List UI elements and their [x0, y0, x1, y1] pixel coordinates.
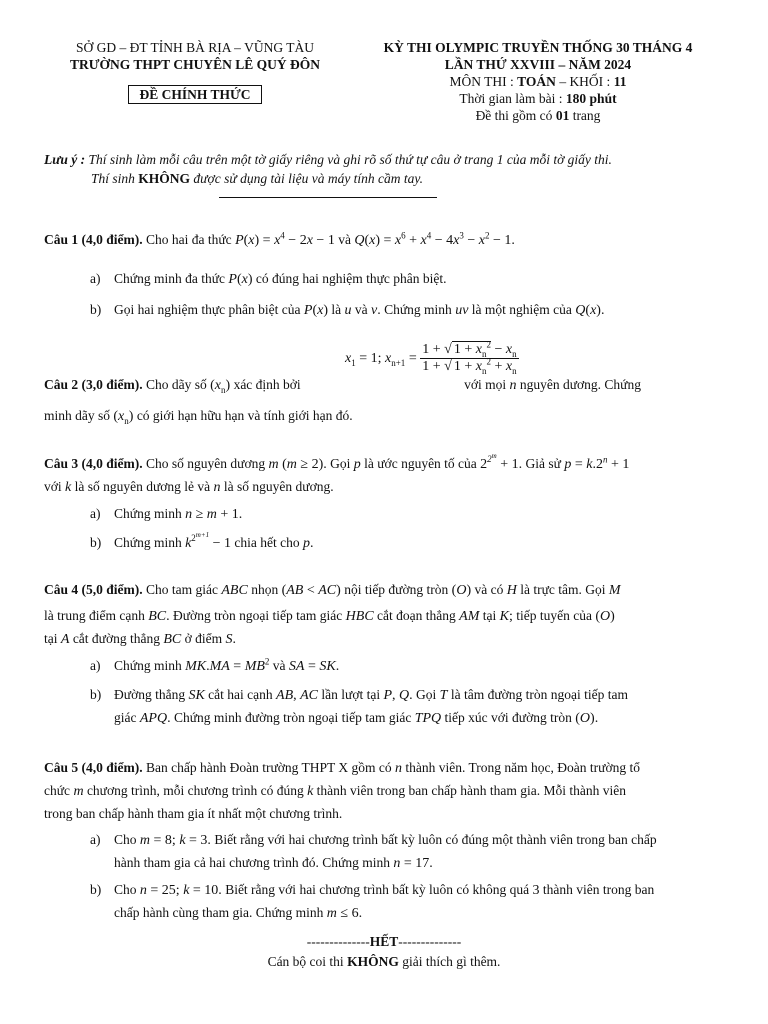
subject-prefix: MÔN THI : [449, 74, 518, 89]
q4-b-label: b) [90, 687, 102, 702]
q1-formula-p: $P(x) = x^4 - 2x - 1$ [235, 230, 335, 248]
department-name: SỞ GD – ĐT TỈNH BÀ RỊA – VŨNG TÀU [76, 40, 314, 55]
q5-b-result: m ≤ 6. [326, 906, 363, 921]
q4-l2c: cắt đoạn thẳng [373, 608, 460, 623]
q3-line2b: là số nguyên dương lẻ và [71, 479, 214, 494]
q1-b-text3: và [351, 302, 372, 317]
q1-a-text1: Chứng minh đa thức [114, 271, 229, 286]
q4-o: (O) [451, 583, 472, 598]
question-1 [44, 229, 728, 322]
q3-b-text2: chia hết cho [230, 535, 303, 550]
q4-hbc: HBC [345, 609, 374, 624]
q3-title: Câu 3 (4,0 điểm). [44, 456, 143, 471]
q4-t5: là trực tâm. Gọi [516, 582, 609, 597]
q4-l2d: tại [479, 608, 500, 623]
q3-fermat: $2^{2^m} + 1$. [480, 452, 523, 472]
q5-part-a [68, 829, 728, 875]
q4-b-text5: là tâm đường tròn ngoại tiếp tam [447, 687, 628, 702]
q5-a-l2a: hành tham gia cả hai chương trình đó. Chứng minh [114, 855, 394, 870]
q4-b-apq: APQ. [139, 711, 171, 726]
exam-title: KỲ THI OLYMPIC TRUYỀN THỐNG 30 THÁNG 4 [383, 40, 693, 55]
q1-a-px: P(x) [228, 272, 253, 287]
q5-b-label: b) [90, 882, 102, 897]
end-dash-right: -------------- [398, 934, 462, 949]
q2-t3: với mọi [460, 377, 510, 392]
q1-a-label: a) [90, 271, 101, 286]
q3-a-formula: n ≥ m + 1. [185, 507, 243, 522]
q3-b-label: b) [90, 535, 102, 550]
end-word: HẾT [369, 934, 399, 949]
official-stamp: ĐỀ CHÍNH THỨC [128, 85, 261, 104]
q5-title: Câu 5 (4,0 điểm). [44, 760, 143, 775]
q3-b-formula: $k^{2^{m+1}} - 1$ [185, 531, 231, 551]
q4-l3b: cắt đường thẳng [69, 631, 164, 646]
q4-a-f2: SA = SK. [288, 659, 340, 674]
q3-line-1 [44, 453, 728, 476]
q1-b-text4: Chứng minh [380, 302, 456, 317]
exam-edition: LẦN THỨ XXVIII – NĂM 2024 [444, 57, 632, 72]
q3-t1: Cho số nguyên dương [142, 456, 269, 471]
grade-prefix: – KHỐI : [555, 74, 614, 89]
q4-am: AM [459, 609, 480, 624]
q3-t4: Giả sử [522, 456, 565, 471]
q1-a-text2: có đúng hai nghiệm thực phân biệt. [252, 271, 447, 286]
subject-line [352, 73, 724, 90]
q5-l2a: chức [44, 783, 74, 798]
q4-b-text3: lần lượt tại [318, 687, 384, 702]
q1-b-text1: Gọi hai nghiệm thực phân biệt của [114, 302, 304, 317]
q2-seq-2: $(x_n)$ [113, 409, 134, 426]
q5-a-result: n = 17. [393, 856, 433, 871]
q4-title: Câu 4 (5,0 điểm). [44, 582, 143, 597]
q4-b-l2b: Chứng minh đường tròn ngoại tiếp tam giác [170, 710, 415, 725]
q4-l3c: ở điểm [181, 631, 226, 646]
q5-line-3: trong ban chấp hành tham gia ít nhất một chương trình. [44, 806, 343, 821]
end-marker [0, 932, 768, 952]
q4-b-text4: Gọi [412, 687, 440, 702]
q4-h: H [506, 583, 517, 598]
q4-l2a: là trung điểm cạnh [44, 608, 149, 623]
q3-line-2 [44, 476, 728, 499]
pages-suffix: trang [569, 108, 601, 123]
q3-b-p: p. [302, 536, 314, 551]
q2-line-2 [44, 405, 728, 428]
note-text-2c: được sử dụng tài liệu và máy tính cầm tay. [190, 171, 424, 186]
q4-b-sk: SK [188, 688, 205, 703]
q5-a-label: a) [90, 832, 101, 847]
q4-part-a [68, 655, 728, 678]
time-prefix: Thời gian làm bài : [459, 91, 566, 106]
proctor-note [0, 952, 768, 972]
q3-part-a [68, 503, 728, 526]
q1-b-text5: là một nghiệm của [468, 302, 576, 317]
q4-bc: BC. [148, 609, 170, 624]
q5-b-params: n = 25; k = 10. [139, 883, 222, 898]
q4-b-l2a: giác [114, 710, 140, 725]
q5-k: k [307, 784, 314, 799]
q4-b-sides: AB, AC [276, 688, 319, 703]
divider-line [219, 197, 437, 198]
q1-b-text2: là [328, 302, 345, 317]
proctor-note-b: KHÔNG [347, 954, 399, 969]
q4-b-o: (O). [575, 711, 599, 726]
q4-line-1 [44, 579, 728, 602]
time-value: 180 phút [565, 91, 617, 106]
subject: TOÁN [517, 74, 556, 89]
time-line [352, 90, 724, 107]
note-line-1 [44, 150, 734, 169]
pages-line [352, 107, 724, 124]
q5-l2c: thành viên trong ban chấp hành tham gia. Mỗi thành viên [313, 783, 626, 798]
proctor-note-c: giải thích gì thêm. [398, 954, 501, 969]
pages-prefix: Đề thi gồm có [475, 108, 556, 123]
q4-l2b: Đường tròn ngoại tiếp tam giác [169, 608, 346, 623]
question-2 [44, 374, 728, 428]
q4-b-tpq: TPQ [414, 711, 442, 726]
q1-b-qx: Q(x). [575, 303, 605, 318]
q2-n: n [509, 378, 517, 393]
q4-t3: nội tiếp đường tròn [340, 582, 452, 597]
q3-t2: Gọi [326, 456, 354, 471]
q5-line-2 [44, 780, 728, 803]
q1-b-px: P(x) [303, 303, 329, 318]
q5-b-l2a: chấp hành cùng tham gia. Chứng minh [114, 905, 327, 920]
q4-cond: (AB < AC) [281, 583, 341, 598]
q5-a-text1: Cho [114, 832, 140, 847]
question-4 [44, 579, 728, 730]
pages-count: 01 [555, 108, 570, 123]
q3-t3: là ước nguyên tố của [360, 456, 481, 471]
q4-b-text2: cắt hai cạnh [204, 687, 277, 702]
q4-b-pq: P, Q. [383, 688, 413, 703]
q4-b-l2c: tiếp xúc với đường tròn [441, 710, 576, 725]
q5-n: n [395, 761, 403, 776]
q4-a-label: a) [90, 658, 101, 673]
q5-b-text2: Biết rằng với hai chương trình bất kỳ luôn có không quá [221, 882, 533, 897]
q4-a-f1: $MK.MA = MB^2$ [185, 656, 270, 674]
q3-a-label: a) [90, 506, 101, 521]
header-left [40, 39, 350, 104]
q4-b-t: T [439, 688, 448, 703]
q3-line2a: với [44, 479, 66, 494]
note-text-1: Thí sinh làm mỗi câu trên một tờ giấy riêng và ghi rõ số thứ tự câu ở trang 1 của mỗi tờ giấy thi. [85, 152, 612, 167]
q4-bc2: BC [163, 632, 182, 647]
q4-t2: nhọn [247, 582, 282, 597]
q1-and: và [334, 232, 355, 247]
q4-line-3 [44, 628, 728, 651]
q3-part-b [68, 532, 728, 555]
exam-note [44, 150, 734, 188]
q4-l2e: tiếp tuyến của [512, 608, 596, 623]
q1-statement [44, 229, 728, 252]
grade: 11 [613, 74, 627, 89]
q1-b-u: u [344, 303, 352, 318]
q5-a-text2: Biết rằng với hai chương trình bất kỳ luôn có đúng một thành viên trong ban chấp [210, 832, 657, 847]
q5-b-text1: Cho [114, 882, 140, 897]
q5-part-b [68, 879, 728, 925]
q4-m: M [608, 583, 621, 598]
q5-line-1 [44, 757, 728, 780]
q2-line-1 [44, 374, 728, 397]
note-line-2 [44, 169, 734, 188]
q2-fraction [420, 339, 518, 376]
q2-t1: Cho dãy số [142, 377, 211, 392]
q4-t1: Cho tam giác [142, 582, 222, 597]
q4-a-text2: và [269, 658, 289, 673]
q4-a: A [60, 632, 70, 647]
q4-b-text1: Đường thẳng [114, 687, 189, 702]
note-text-2a: Thí sinh [91, 171, 139, 186]
q4-o2: (O) [595, 609, 615, 624]
q2-t2: xác định bởi [230, 377, 301, 392]
q2-line2a: minh dãy số [44, 408, 114, 423]
q3-b-text1: Chứng minh [114, 535, 186, 550]
school-name: TRƯỜNG THPT CHUYÊN LÊ QUÝ ĐÔN [70, 57, 320, 72]
q4-t4: và có [471, 582, 507, 597]
q1-part-a [68, 268, 728, 291]
q5-b-num-value: 3 [532, 883, 540, 898]
note-label: Lưu ý : [44, 152, 86, 167]
q2-t4: nguyên dương. Chứng [516, 377, 641, 392]
q1-part-b [68, 299, 728, 322]
q4-line-2 [44, 605, 728, 628]
q5-t1: Ban chấp hành Đoàn trường THPT X gồm có [142, 760, 396, 775]
q2-seq: $(x_n)$ [210, 378, 231, 395]
question-5 [44, 757, 728, 925]
q5-a-params: m = 8; k = 3. [139, 833, 211, 848]
q3-a-text: Chứng minh [114, 506, 186, 521]
q2-numerator: 1 + √ $1 + x_n^2 - x_n$ [422, 339, 517, 359]
q2-denominator: 1 + √ $1 + x_n^2 + x_n$ [422, 356, 517, 376]
q3-k: k [65, 480, 72, 495]
q4-s: S. [225, 632, 237, 647]
q1-title: Câu 1 (4,0 điểm). [44, 232, 143, 247]
q2-title: Câu 2 (3,0 điểm). [44, 377, 143, 392]
q5-m: m [73, 784, 84, 799]
q1-b-label: b) [90, 302, 102, 317]
q3-p: p [353, 457, 361, 472]
proctor-note-a: Cán bộ coi thi [267, 954, 348, 969]
header-right [352, 39, 724, 124]
q1-b-uv: uv [455, 303, 469, 318]
q5-b-text3: thành viên trong ban [539, 882, 655, 897]
q4-a-text1: Chứng minh [114, 658, 186, 673]
q4-k: K; [499, 609, 513, 624]
end-dash-left: -------------- [306, 934, 370, 949]
q1-b-v: v. [371, 303, 381, 318]
note-text-2b: KHÔNG [138, 171, 191, 186]
q2-x1: $x_1 = 1$; $x_{n+1}$ = [345, 350, 421, 368]
q4-abc: ABC [221, 583, 248, 598]
q5-t2: thành viên. Trong năm học, Đoàn trường tổ [402, 760, 640, 775]
q3-m: m (m ≥ 2). [268, 457, 327, 472]
q3-pdef: $p = k.2^n + 1$ [564, 454, 630, 472]
question-3 [44, 453, 728, 555]
q4-l3a: tại [44, 631, 61, 646]
q1-formula-q: $Q(x) = x^6 + x^4 - 4x^3 - x^2 - 1$. [354, 230, 515, 248]
q1-intro: Cho hai đa thức [142, 232, 236, 247]
q4-part-b [68, 684, 728, 730]
q2-line2b: có giới hạn hữu hạn và tính giới hạn đó. [133, 408, 353, 423]
q5-l2b: chương trình, mỗi chương trình có đúng [83, 783, 308, 798]
q3-line2c: là số nguyên dương. [220, 479, 334, 494]
q3-n: n [213, 480, 221, 495]
